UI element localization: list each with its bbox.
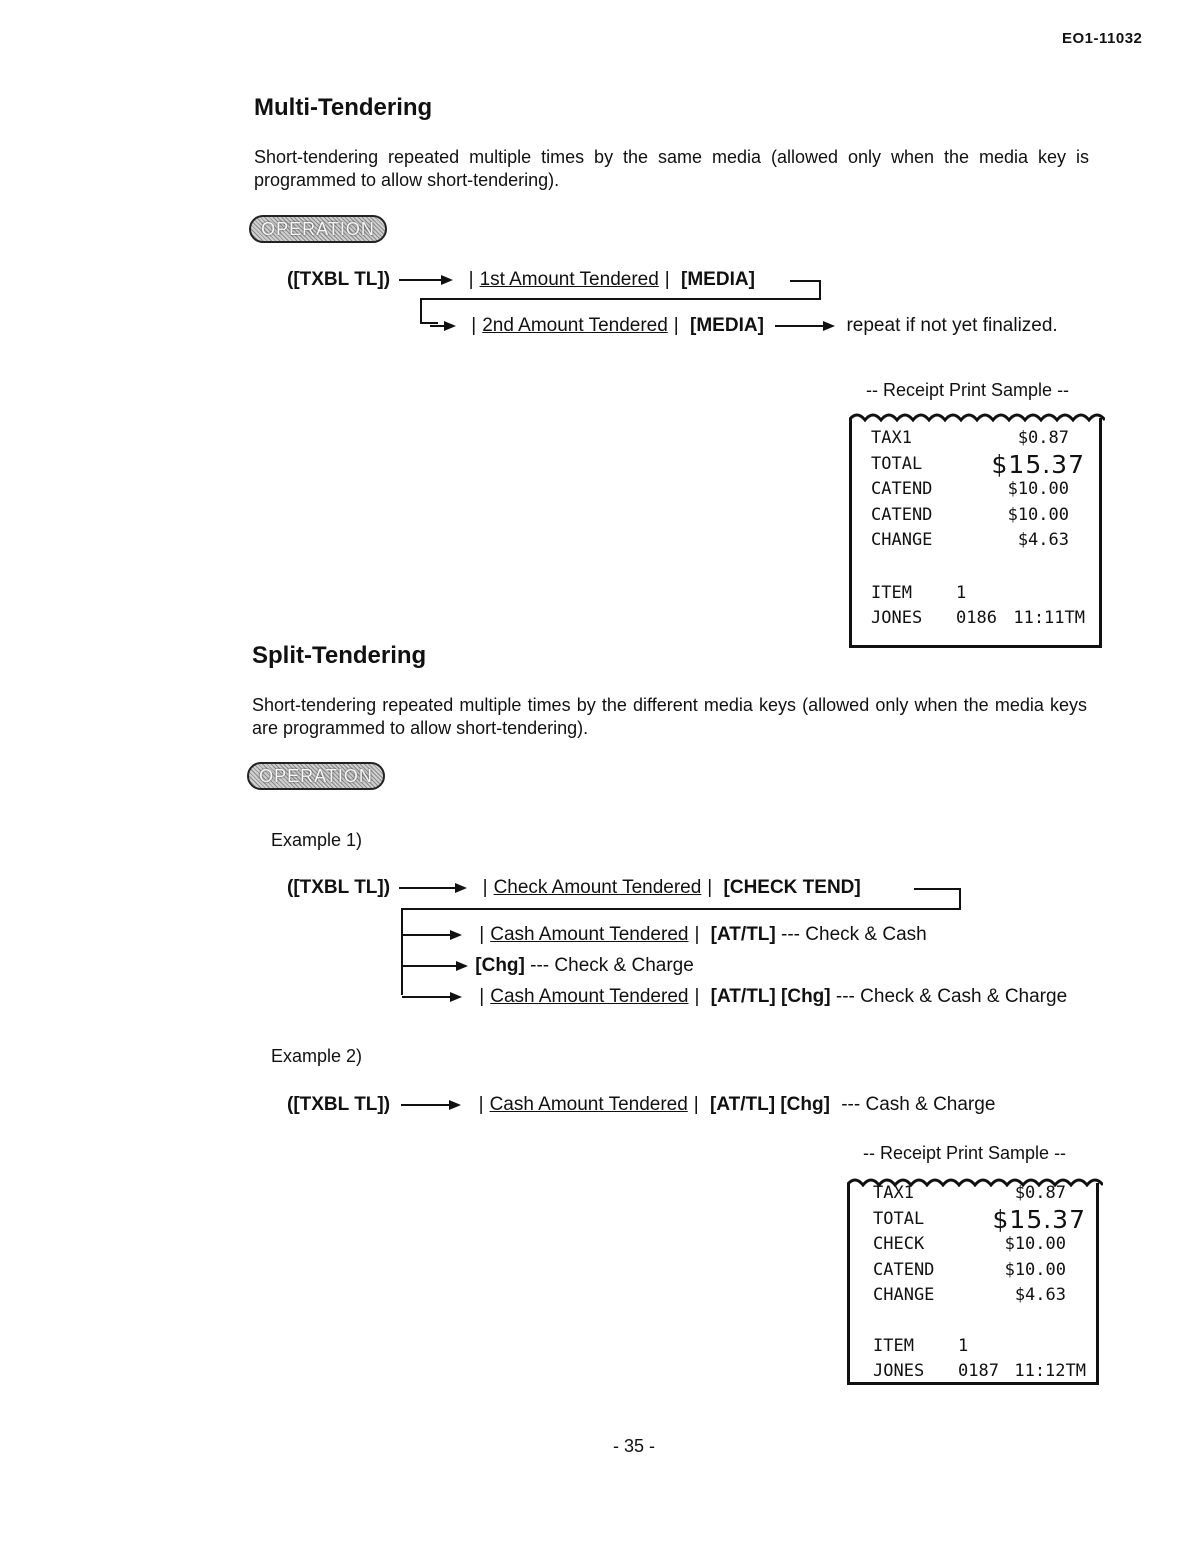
split-branch-cash-charge: | Cash Amount Tendered | [AT/TL] [Chg] --- Check & Cash & Charge	[402, 986, 1067, 1008]
right-arrow-icon	[402, 991, 462, 1003]
repeat-note: repeat if not yet finalized.	[846, 315, 1058, 336]
right-arrow-icon	[402, 929, 462, 941]
multi-sequence-row-2: | 2nd Amount Tendered | [MEDIA] repeat if not yet finalized.	[430, 315, 1058, 337]
page-number: - 35 -	[613, 1436, 656, 1456]
txbl-tl-key: ([TXBL TL])	[287, 1094, 391, 1115]
right-arrow-icon	[401, 1099, 461, 1111]
check-tend-key: [CHECK TEND]	[723, 877, 861, 898]
receipt-line: CATEND $10.00	[871, 479, 1069, 499]
branch-note: --- Check & Cash	[781, 924, 927, 945]
check-amount-entry: Check Amount Tendered	[493, 877, 702, 898]
operation-badge-label: OPERATION	[259, 766, 373, 786]
receipt-line: CATEND $10.00	[873, 1259, 1066, 1280]
multi-sequence-row-1: ([TXBL TL]) | 1st Amount Tendered | [MEDIA]	[287, 269, 755, 290]
receipt-line: TOTAL $15.37	[871, 449, 1085, 479]
chg-key: [Chg]	[781, 986, 831, 1007]
example-2-sequence: ([TXBL TL]) | Cash Amount Tendered | [AT/TL] [Chg] --- Cash & Charge	[287, 1094, 996, 1115]
split-tendering-description: Short-tendering repeated multiple times by the different media keys (allowed only when the media keys are programmed to allow short-tendering).	[252, 695, 1087, 738]
right-arrow-icon	[430, 320, 456, 332]
cash-amount-entry: Cash Amount Tendered	[490, 924, 689, 945]
receipt-caption: -- Receipt Print Sample --	[863, 1143, 1067, 1163]
branch-note: --- Check & Charge	[530, 955, 694, 976]
right-arrow-icon	[399, 882, 467, 894]
media-key: [MEDIA]	[681, 269, 755, 290]
document-number: EO1-11032	[1062, 30, 1143, 47]
txbl-tl-key: ([TXBL TL])	[287, 269, 391, 290]
branch-note: --- Check & Cash & Charge	[835, 986, 1068, 1007]
right-arrow-icon	[402, 960, 468, 972]
receipt-line: CHANGE $4.63	[871, 530, 1069, 550]
operation-badge	[247, 762, 385, 790]
receipt-line: CATEND $10.00	[871, 504, 1069, 525]
split-branch-cash: | Cash Amount Tendered | [AT/TL] --- Check & Cash	[402, 924, 927, 946]
txbl-tl-key: ([TXBL TL])	[287, 877, 391, 898]
second-amount-entry: 2nd Amount Tendered	[482, 315, 668, 336]
at-tl-key: [AT/TL]	[710, 924, 776, 945]
receipt-item-count: ITEM 1	[871, 582, 967, 603]
example-2-note: --- Cash & Charge	[841, 1094, 996, 1115]
receipt-sample-split	[847, 1183, 1099, 1385]
chg-key: [Chg]	[475, 955, 525, 976]
multi-tendering-description: Short-tendering repeated multiple times by the same media (allowed only when the media key is programmed to allow short-tendering).	[254, 147, 1089, 190]
torn-edge-icon	[849, 408, 1105, 422]
cash-amount-entry: Cash Amount Tendered	[489, 1094, 688, 1115]
at-tl-key: [AT/TL]	[710, 1094, 776, 1115]
cash-amount-entry: Cash Amount Tendered	[490, 986, 689, 1007]
example-1-label: Example 1)	[271, 830, 363, 850]
right-arrow-icon	[775, 320, 835, 332]
receipt-clerk-line: JONES 0187 11:12TM	[873, 1361, 1086, 1381]
receipt-line: CHECK $10.00	[873, 1234, 1066, 1254]
media-key: [MEDIA]	[690, 315, 764, 336]
split-branch-charge	[402, 955, 694, 977]
right-arrow-icon	[399, 274, 453, 286]
receipt-item-count: ITEM 1	[873, 1335, 969, 1356]
at-tl-key: [AT/TL]	[710, 986, 776, 1007]
operation-badge-label: OPERATION	[261, 219, 375, 239]
example-2-label: Example 2)	[271, 1046, 363, 1066]
section-title-split-tendering: Split-Tendering	[252, 642, 427, 669]
operation-badge	[249, 215, 387, 243]
receipt-caption: -- Receipt Print Sample --	[866, 380, 1070, 400]
receipt-line: CHANGE $4.63	[873, 1285, 1066, 1305]
receipt-line: TAX1 $0.87	[871, 428, 1069, 448]
split-sequence-row-1: ([TXBL TL]) | Check Amount Tendered | [CHECK TEND]	[287, 877, 861, 898]
section-title-multi-tendering: Multi-Tendering	[254, 94, 433, 121]
first-amount-entry: 1st Amount Tendered	[479, 269, 659, 290]
chg-key: [Chg]	[780, 1094, 830, 1115]
receipt-line: TOTAL $15.37	[873, 1204, 1086, 1234]
receipt-clerk-line: JONES 0186 11:11TM	[871, 608, 1085, 628]
receipt-line: TAX1 $0.87	[873, 1183, 1066, 1203]
receipt-sample-multi	[849, 418, 1102, 648]
